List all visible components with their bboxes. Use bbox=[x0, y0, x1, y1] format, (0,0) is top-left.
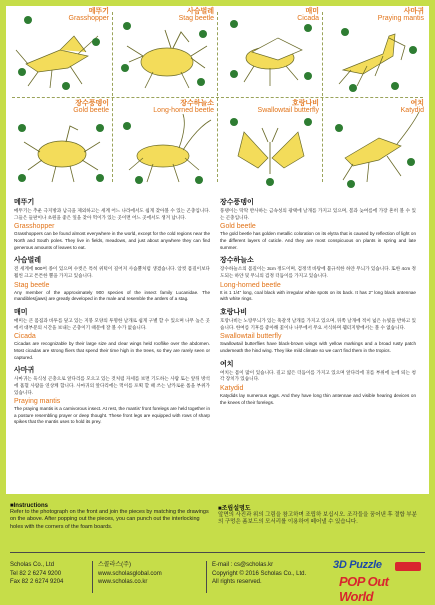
footer bbox=[10, 557, 425, 604]
insect-name-en: Gold beetle bbox=[73, 107, 109, 115]
insect-name-ko: 사마귀 bbox=[403, 8, 424, 15]
logo-badge-icon bbox=[395, 562, 421, 571]
entry-swallowtail-butterfly bbox=[220, 307, 416, 355]
company-name: Scholas Co., Ltd bbox=[10, 562, 55, 568]
diagram-praying-mantis bbox=[323, 6, 428, 97]
description-column-left bbox=[14, 197, 210, 430]
diagram-long-horned-beetle bbox=[113, 98, 218, 189]
assembly-diagram-grid bbox=[6, 6, 429, 189]
entry-ko-name: 메뚜기 bbox=[14, 199, 35, 206]
entry-ko-text: 호랑나비는 노랑무늬가 있는 흑갈색 날개를 가지고 있으며, 뒤쪽 날개에 적이 넓은 뉴빛을 반하고 있습니다. 한여름 기후를 좋아해 꽃이나 나무에서 무요 서식하며 웰터지방에서는 볼 수 없습니다. bbox=[220, 317, 416, 330]
entry-ko-text: 사마귀는 육식성 곤충으로 앞다리를 모으고 있는 것처럼 자세를 보면 기도하는 사람 또는 앞뒤 방석에 흡혈 사람을 연상케 합니다. 사마귀의 앞다리에는 먹이를 포획 할 때 쓰는 날카로운 톱을 부위가 있습니다. bbox=[14, 376, 210, 395]
entry-en-name: Stag beetle bbox=[14, 281, 50, 289]
content-panel bbox=[6, 6, 429, 494]
entry-en-text: Cicadas are recognizable by their large size and clear wings held rooflike over the abdomen. Most cicadas are strong fliers that spend their time high in the trees, so they are rarely seen or captured. bbox=[14, 341, 210, 360]
company-websites bbox=[98, 561, 198, 587]
entry-ko-name: 여치 bbox=[220, 360, 234, 368]
instructions-section bbox=[10, 503, 425, 547]
entry-ko-text: 여치는 몸이 많이 있습니다. 길고 얇은 더듬이를 가지고 있으며 앞다리에 귀를 부위에 눈에 띄는 청각 장치가 있습니다. bbox=[220, 369, 416, 382]
entry-en-text: Swallowtail butterflies have black-brown wings with yellow markings and a broad rusty patch underneath the hind wing. They like mild climate so we can't find them in the tropics. bbox=[220, 341, 416, 353]
entry-en-name: Grasshopper bbox=[14, 223, 55, 231]
entry-en-text: Any member of the approximately 900 species of the insect family Lucanidae. The mandibles(jaws) are greatly developed in the male and resemble the antlers of a stag. bbox=[14, 289, 210, 302]
entry-en-name: Swallowtail butterfly bbox=[220, 333, 282, 341]
diagram-stag-beetle bbox=[113, 6, 218, 97]
entry-ko-name: 매미 bbox=[14, 308, 28, 316]
instructions-text: Refer to the photograph on the front and join the pieces by matching the drawings on the above. After popping out the pieces, you can punch out the interlocking holes with the corners of the foam boards. bbox=[10, 509, 209, 530]
description-column-right bbox=[220, 197, 416, 410]
insect-name-en: Katydid bbox=[400, 107, 424, 115]
entry-gold-beetle bbox=[220, 197, 416, 251]
diagram-cicada bbox=[218, 6, 323, 97]
insect-name-ko: 장수하늘소 bbox=[180, 100, 214, 107]
instructions-heading-ko: ■조립설명도 bbox=[218, 506, 251, 512]
company-tel: Tel 82 2 6274 9200 bbox=[10, 570, 62, 577]
company-fax: Fax 82 2 6274 9204 bbox=[10, 579, 64, 586]
instructions-text-ko: 앞면의 사진과 위의 그림을 참고하며 조립하 보십시오. 조각들을 꿈어낸 후 결합 부분의 구멍은 폼보드의 모서리를 이용하여 떼어낼 수 있습니다. bbox=[218, 512, 417, 526]
entry-praying-mantis bbox=[14, 365, 210, 426]
entry-en-name: Gold beetle bbox=[220, 223, 256, 231]
company-copyright bbox=[212, 561, 322, 587]
entry-ko-name: 사마귀 bbox=[14, 367, 35, 375]
entry-en-name: Cicada bbox=[14, 333, 36, 341]
entry-en-name: Long-horned beetle bbox=[220, 281, 281, 289]
diagram-swallowtail-butterfly bbox=[218, 98, 323, 189]
pop-out-world-logo bbox=[333, 559, 425, 604]
insect-name-en: Long-horned beetle bbox=[153, 107, 214, 115]
footer-divider bbox=[10, 552, 425, 553]
entry-ko-text: 전 세계에 900여 종이 있으며 수컷은 특히 위턱이 길어져 사슴뿔처럼 생겼습니다. 암컷 몸길이보다 훨씬 크고 튼튼한 뿔을 가지고 있습니다. bbox=[14, 266, 210, 278]
entry-ko-text: 매미는 큰 몸집과 바투를 덮고 있는 지붕 모양의 투명한 날개로 쉽게 구별 할 수 있으며 나무 높은 곳에서 대부분의 시간을 보내는 곤충이기 때문에 잘 볼 수가 없습니다. bbox=[14, 317, 210, 330]
company-name-ko: 스콜라스(주) bbox=[98, 562, 131, 568]
footer-separator bbox=[92, 561, 93, 593]
entry-ko-name: 사슴벌레 bbox=[14, 257, 42, 265]
website-link-kr[interactable]: www.scholas.co.kr bbox=[98, 579, 148, 586]
entry-ko-name: 장수풍뎅이 bbox=[220, 199, 254, 206]
insect-name-en: Grasshopper bbox=[68, 15, 109, 23]
logo-top-text: 3D Puzzle bbox=[333, 559, 382, 571]
diagram-gold-beetle bbox=[8, 98, 113, 189]
entry-en-text: The praying mantis is a carnivorous insect. At rest, the mantis' front forelegs are held together in a posture resembling prayer or deep thought. These front legs are equipped with rows of sharp spikes that the mantis uses to hold its prey. bbox=[14, 406, 210, 425]
insect-name-en: Praying mantis bbox=[377, 15, 424, 23]
entry-stag-beetle bbox=[14, 255, 210, 303]
insect-name-ko: 매미 bbox=[305, 8, 319, 15]
entry-ko-text: 풍뎅이는 딱딱 반사하는 금속성의 광택에 날개를 가지고 있으며, 봄과 늦여름에 가장 흔히 볼 수 있는 곤충입니다. bbox=[220, 208, 416, 220]
entry-ko-text: 장수하늘소의 몸길이는 3cm 정도이며, 검정색 바탕에 불규칙한 하얀 무늬가 있습니다. 또한 4cm 정도되는 하얀 및 무늬의 검정 더듬이를 가지고 있습니다. bbox=[220, 266, 416, 278]
entry-ko-name: 장수하늘소 bbox=[220, 257, 254, 265]
entry-en-name: Katydid bbox=[220, 384, 244, 392]
footer-separator bbox=[206, 561, 207, 593]
copyright-text: Copyright © 2016 Scholas Co., Ltd. bbox=[212, 570, 307, 577]
diagram-grasshopper bbox=[8, 6, 113, 97]
entry-ko-name: 호랑나비 bbox=[220, 308, 248, 316]
instructions-korean bbox=[218, 503, 418, 527]
insect-name-ko: 장수풍뎅이 bbox=[75, 100, 109, 107]
instructions-heading: ■Instructions bbox=[10, 503, 48, 509]
insect-name-ko: 호랑나비 bbox=[291, 100, 319, 107]
entry-ko-text: 메뚜기는 추운 극지방과 남극을 제외하고는 세계 어느 나라에서도 쉽게 찾아볼 수 있는 곤충입니다. 그들은 들판이나 초원을 좋은 잎을 찾아 먹이가 있는 곳이면 어느 곳에서도 생겨 납니다. bbox=[14, 208, 210, 220]
insect-name-en: Stag beetle bbox=[178, 15, 214, 23]
entry-grasshopper bbox=[14, 197, 210, 251]
entry-long-horned-beetle bbox=[220, 255, 416, 303]
insect-name-ko: 사슴벌레 bbox=[186, 8, 214, 15]
logo-bottom-text: POP Out World bbox=[339, 574, 389, 604]
email-address[interactable]: E-mail : cs@scholas.kr bbox=[212, 562, 274, 568]
entry-cicada bbox=[14, 307, 210, 361]
insect-name-en: Swallowtail butterfly bbox=[257, 107, 319, 115]
description-text-area bbox=[6, 189, 429, 494]
entry-en-text: Katydids lay numerous eggs. And they have long thin antennae and visible hearing devices on the knees of their forelegs. bbox=[220, 392, 416, 405]
entry-katydid bbox=[220, 359, 416, 407]
instructions-english bbox=[10, 503, 210, 531]
insect-name-ko: 메뚜기 bbox=[88, 8, 109, 15]
website-link-global[interactable]: www.scholasglobal.com bbox=[98, 570, 162, 577]
company-contact bbox=[10, 561, 90, 587]
insect-name-en: Cicada bbox=[297, 15, 319, 23]
rights-text: All rights reserved. bbox=[212, 579, 262, 586]
diagram-katydid bbox=[323, 98, 428, 189]
entry-en-text: Grasshoppers can be found almost everywhere in the world, except for the cold regions near the North and South poles. They live in fields, meadows, and just about anywhere they can find generous amounts of leaves to eat. bbox=[14, 231, 210, 250]
insect-name-ko: 여치 bbox=[410, 100, 424, 107]
entry-en-text: It is 1 1/4" long, coal black with irregular white spots on its back. It has 2" long black antennae with white rings. bbox=[220, 289, 416, 302]
entry-en-text: The gold beetle has golden metallic coloration on its elytra that is caused by reflection of light on the different layers of cuticle. And they are most conspicuous on plants in spring and late summer. bbox=[220, 231, 416, 250]
entry-en-name: Praying mantis bbox=[14, 398, 61, 406]
